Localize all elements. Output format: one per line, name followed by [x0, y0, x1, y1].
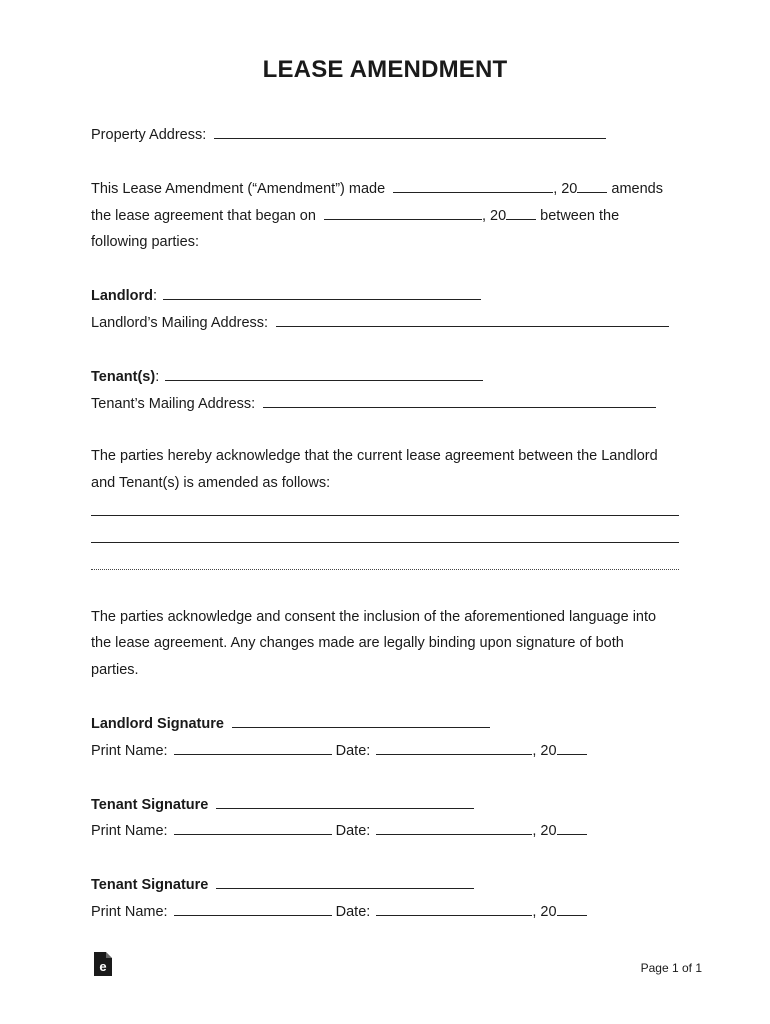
- signature-field[interactable]: [216, 795, 474, 809]
- intro-year-prefix: , 20: [553, 181, 578, 197]
- date-field[interactable]: [376, 902, 532, 916]
- year-prefix: , 20: [532, 743, 557, 759]
- signature-label: Tenant Signature: [91, 797, 209, 813]
- amendment-year-field[interactable]: [577, 179, 607, 193]
- acknowledge-line-2: and Tenant(s) is amended as follows:: [91, 475, 331, 491]
- signature-row: [91, 875, 474, 894]
- tenant-row: [91, 367, 483, 386]
- svg-text:e: e: [99, 959, 107, 974]
- date-label: Date:: [335, 743, 371, 759]
- acknowledge-line-1: The parties hereby acknowledge that the current lease agreement between the Landlord: [91, 448, 658, 464]
- print-name-label: Print Name:: [91, 823, 168, 839]
- intro-line-3: following parties:: [91, 234, 199, 250]
- signature-label: Tenant Signature: [91, 877, 209, 893]
- intro-line-2: [91, 206, 619, 225]
- signature-field[interactable]: [232, 714, 490, 728]
- signature-row: [91, 714, 490, 733]
- signature-row: [91, 795, 474, 814]
- landlord-mailing-row: [91, 313, 669, 332]
- landlord-mailing-label: Landlord’s Mailing Address:: [91, 315, 269, 331]
- tenant-mailing-label: Tenant’s Mailing Address:: [91, 396, 256, 412]
- landlord-label: Landlord: [91, 288, 154, 304]
- lease-start-date-field[interactable]: [324, 206, 482, 220]
- date-field[interactable]: [376, 821, 532, 835]
- print-name-field[interactable]: [174, 821, 332, 835]
- landlord-name-field[interactable]: [163, 286, 481, 300]
- amendment-text-line[interactable]: [91, 542, 679, 543]
- year-prefix: , 20: [532, 904, 557, 920]
- print-name-row: [91, 741, 587, 760]
- amendment-text-line[interactable]: [91, 569, 679, 570]
- print-name-label: Print Name:: [91, 743, 168, 759]
- property-address-label: Property Address:: [91, 127, 207, 143]
- tenant-colon: :: [155, 369, 160, 385]
- landlord-colon: :: [153, 288, 158, 304]
- page-title: LEASE AMENDMENT: [262, 56, 508, 83]
- year-field[interactable]: [557, 741, 587, 755]
- property-address-row: [91, 125, 606, 144]
- intro-year-prefix-2: , 20: [481, 208, 507, 224]
- tenant-name-field[interactable]: [165, 367, 483, 381]
- consent-line-3: parties.: [91, 662, 139, 678]
- year-field[interactable]: [557, 902, 587, 916]
- lease-start-year-field[interactable]: [506, 206, 536, 220]
- intro-text: This Lease Amendment (“Amendment”) made: [91, 181, 386, 197]
- landlord-mailing-field[interactable]: [276, 313, 669, 327]
- year-prefix: , 20: [532, 823, 557, 839]
- consent-line-2: the lease agreement. Any changes made are legally binding upon signature of both: [91, 635, 624, 651]
- tenant-label: Tenant(s): [91, 369, 156, 385]
- eforms-logo-icon: [94, 952, 112, 976]
- tenant-mailing-row: [91, 394, 656, 413]
- signature-label: Landlord Signature: [91, 716, 224, 732]
- intro-text-2: the lease agreement that began on: [91, 208, 316, 224]
- date-field[interactable]: [376, 741, 532, 755]
- intro-amends-text: amends: [611, 181, 663, 197]
- property-address-field[interactable]: [214, 125, 606, 139]
- consent-line-1: The parties acknowledge and consent the inclusion of the aforementioned language into: [91, 609, 657, 625]
- print-name-label: Print Name:: [91, 904, 168, 920]
- print-name-row: [91, 821, 587, 840]
- date-label: Date:: [335, 904, 371, 920]
- tenant-mailing-field[interactable]: [263, 394, 656, 408]
- intro-between-text: between the: [540, 208, 620, 224]
- signature-field[interactable]: [216, 875, 474, 889]
- landlord-row: [91, 286, 481, 305]
- year-field[interactable]: [557, 821, 587, 835]
- print-name-row: [91, 902, 587, 921]
- amendment-date-field[interactable]: [393, 179, 553, 193]
- date-label: Date:: [335, 823, 371, 839]
- intro-line-1: [91, 179, 663, 198]
- page-number: Page 1 of 1: [640, 961, 702, 975]
- print-name-field[interactable]: [174, 741, 332, 755]
- amendment-text-line[interactable]: [91, 515, 679, 516]
- print-name-field[interactable]: [174, 902, 332, 916]
